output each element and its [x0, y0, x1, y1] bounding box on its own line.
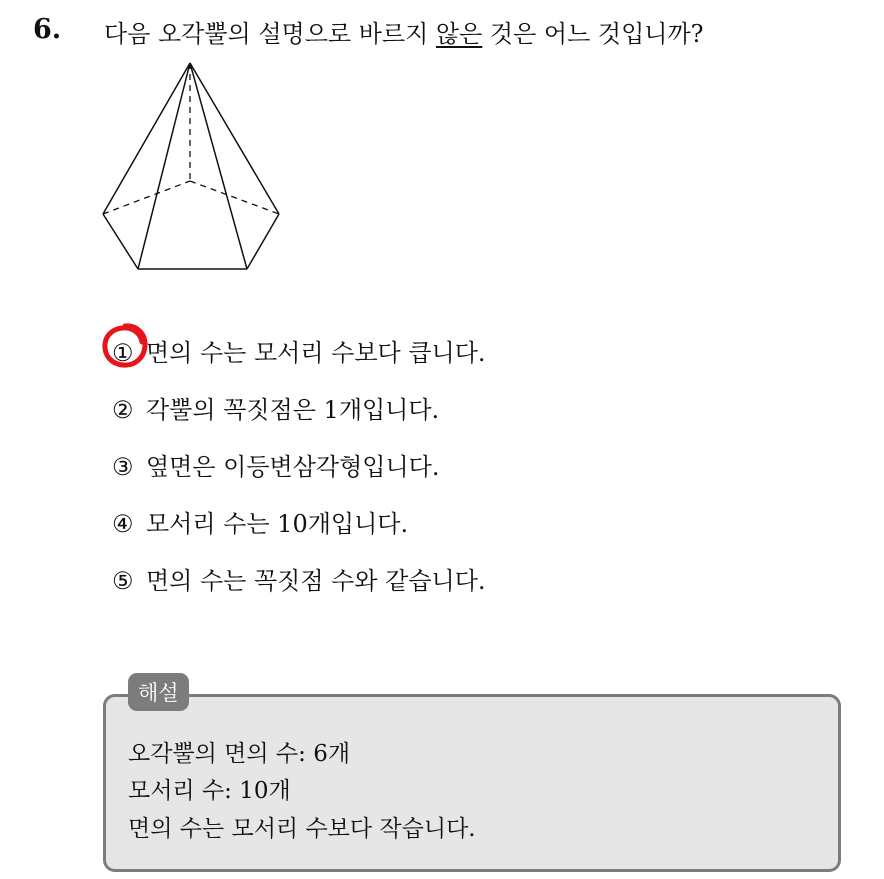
pentagonal-pyramid-figure [95, 55, 295, 280]
lateral-edge [138, 63, 190, 269]
choice-1-mark: ① [112, 339, 134, 367]
choice-4-text: 모서리 수는 10개입니다. [146, 510, 409, 538]
lateral-edge [190, 63, 279, 214]
choice-1-text: 면의 수는 모서리 수보다 큽니다. [146, 339, 486, 367]
explanation-line-1: 오각뿔의 면의 수: 6개 [128, 741, 351, 767]
question-number: 6. [33, 14, 62, 45]
choice-3-text: 옆면은 이등변삼각형입니다. [146, 453, 440, 481]
base-edge [247, 214, 279, 269]
answer-circle-mark [101, 322, 149, 370]
choice-5-text: 면의 수는 꼭짓점 수와 같습니다. [146, 567, 486, 595]
explanation-label: 해설 [128, 673, 189, 711]
lateral-edge [190, 63, 247, 269]
base-edge [103, 214, 138, 269]
choice-3[interactable] [112, 447, 439, 482]
lateral-edge [103, 63, 190, 214]
choice-2-text: 각뿔의 꼭짓점은 1개입니다. [146, 396, 440, 424]
explanation-line-2: 모서리 수: 10개 [128, 778, 291, 804]
choice-4[interactable] [112, 504, 408, 539]
question-text-before: 다음 오각뿔의 설명으로 바르지 [104, 20, 436, 48]
explanation-line-3: 면의 수는 모서리 수보다 작습니다. [128, 816, 476, 842]
hidden-edge [103, 181, 190, 214]
choice-1[interactable] [112, 333, 486, 368]
choice-5[interactable] [112, 561, 486, 596]
choice-4-mark: ④ [112, 510, 134, 538]
question-text-after: 것은 어느 것입니까? [482, 20, 704, 48]
choice-2[interactable] [112, 390, 439, 425]
question-text [104, 14, 704, 49]
question-text-underlined: 않은 [435, 20, 483, 48]
choice-5-mark: ⑤ [112, 567, 134, 595]
choice-3-mark: ③ [112, 453, 134, 481]
choice-2-mark: ② [112, 396, 134, 424]
hidden-edge [190, 181, 279, 214]
